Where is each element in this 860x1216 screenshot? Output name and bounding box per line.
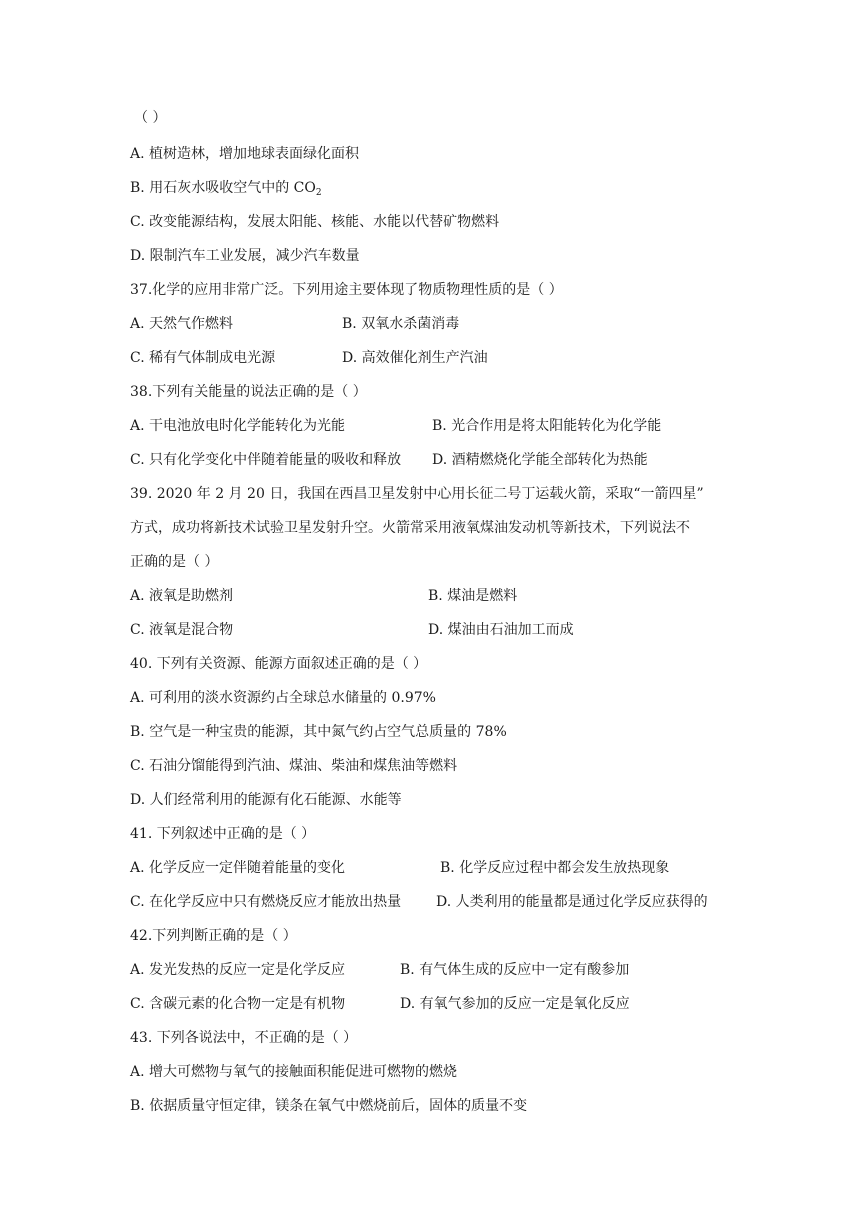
q36-option-b-text: B. 用石灰水吸收空气中的 CO [130, 180, 316, 196]
q39-stem-line-2: 方式，成功将新技术试验卫星发射升空。火箭常采用液氧煤油发动机等新技术，下列说法不 [130, 520, 690, 536]
q36-option-c: C. 改变能源结构，发展太阳能、核能、水能以代替矿物燃料 [130, 214, 500, 230]
q40-stem: 40. 下列有关资源、能源方面叙述正确的是（ ） [130, 656, 428, 672]
q43-stem: 43. 下列各说法中，不正确的是（ ） [130, 1030, 358, 1046]
q37-option-a: A. 天然气作燃料 [130, 316, 234, 332]
q39-option-c: C. 液氧是混合物 [130, 622, 234, 638]
q37-option-c: C. 稀有气体制成电光源 [130, 350, 276, 366]
q36-option-b-subscript: 2 [315, 188, 322, 198]
q37-option-b: B. 双氧水杀菌消毒 [342, 316, 460, 332]
q40-option-c: C. 石油分馏能得到汽油、煤油、柴油和煤焦油等燃料 [130, 758, 458, 774]
q39-option-d: D. 煤油由石油加工而成 [428, 622, 574, 638]
q39-option-b: B. 煤油是燃料 [428, 588, 518, 604]
q40-option-a: A. 可利用的淡水资源约占全球总水储量的 0.97% [130, 690, 436, 706]
answer-parentheses: （ ） [134, 110, 167, 126]
q36-option-d: D. 限制汽车工业发展，减少汽车数量 [130, 248, 360, 264]
q37-option-d: D. 高效催化剂生产汽油 [342, 350, 488, 366]
q42-option-c: C. 含碳元素的化合物一定是有机物 [130, 996, 346, 1012]
q36-option-a: A. 植树造林，增加地球表面绿化面积 [130, 146, 360, 162]
q43-option-a: A. 增大可燃物与氧气的接触面积能促进可燃物的燃烧 [130, 1064, 458, 1080]
q38-option-d: D. 酒精燃烧化学能全部转化为热能 [432, 452, 648, 468]
q41-option-d: D. 人类利用的能量都是通过化学反应获得的 [436, 894, 708, 910]
q42-option-b: B. 有气体生成的反应中一定有酸参加 [400, 962, 630, 978]
q42-option-a: A. 发光发热的反应一定是化学反应 [130, 962, 346, 978]
q39-option-a: A. 液氧是助燃剂 [130, 588, 234, 604]
q41-option-b: B. 化学反应过程中都会发生放热现象 [440, 860, 670, 876]
q41-stem: 41. 下列叙述中正确的是（ ） [130, 826, 316, 842]
q38-option-b: B. 光合作用是将太阳能转化为化学能 [432, 418, 662, 434]
q43-option-b: B. 依据质量守恒定律，镁条在氧气中燃烧前后，固体的质量不变 [130, 1098, 528, 1114]
q40-option-d: D. 人们经常利用的能源有化石能源、水能等 [130, 792, 402, 808]
q39-stem-line-3: 正确的是（ ） [130, 554, 219, 570]
q38-option-c: C. 只有化学变化中伴随着能量的吸收和释放 [130, 452, 402, 468]
q42-option-d: D. 有氧气参加的反应一定是氧化反应 [400, 996, 630, 1012]
q41-option-c: C. 在化学反应中只有燃烧反应才能放出热量 [130, 894, 402, 910]
q42-stem: 42.下列判断正确的是（ ） [130, 928, 297, 944]
q38-stem: 38.下列有关能量的说法正确的是（ ） [130, 384, 367, 400]
q38-option-a: A. 干电池放电时化学能转化为光能 [130, 418, 346, 434]
q39-stem-line-1: 39. 2020 年 2 月 20 日，我国在西昌卫星发射中心用长征二号丁运载火箭，采取“一箭四星” [130, 486, 704, 502]
q41-option-a: A. 化学反应一定伴随着能量的变化 [130, 860, 346, 876]
q36-option-b [130, 178, 322, 203]
q37-stem: 37.化学的应用非常广泛。下列用途主要体现了物质物理性质的是（ ） [130, 282, 563, 298]
q40-option-b: B. 空气是一种宝贵的能源，其中氮气约占空气总质量的 78% [130, 724, 507, 740]
